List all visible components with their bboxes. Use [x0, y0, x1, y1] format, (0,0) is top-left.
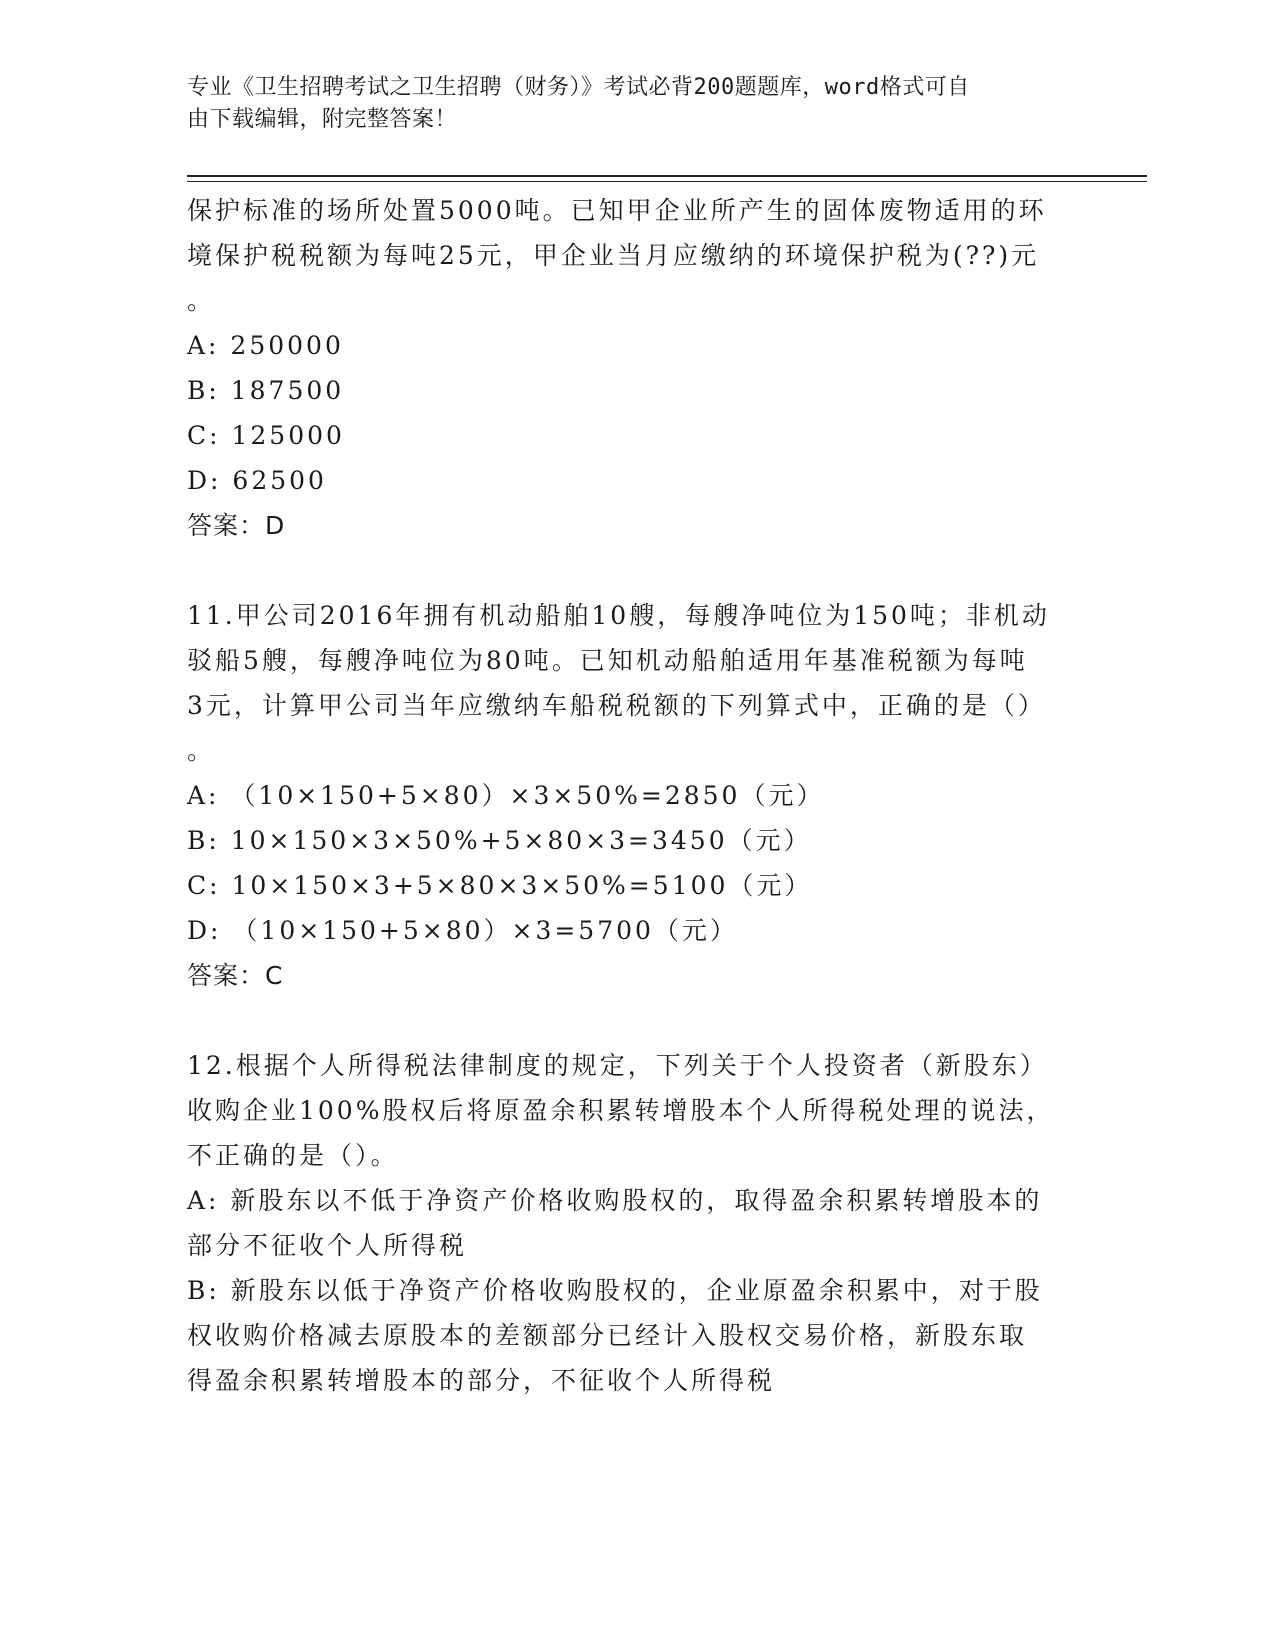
- question-10: [187, 188, 1067, 548]
- option-b: B: 187500: [187, 376, 345, 405]
- document-body: [187, 188, 1067, 1403]
- option-d: D: 62500: [187, 466, 327, 495]
- answer-label: 答案：D: [187, 511, 286, 540]
- option-a: A: （10×150+5×80）×3×50%=2850（元）: [187, 781, 825, 810]
- option-a: A: 250000: [187, 331, 344, 360]
- question-text-line: 。: [187, 736, 216, 765]
- answer-label: 答案：C: [187, 961, 284, 990]
- option-b: B: 10×150×3×50%+5×80×3=3450（元）: [187, 826, 812, 855]
- question-text-line: 境保护税税额为每吨25元，甲企业当月应缴纳的环境保护税为(??)元: [187, 241, 1040, 270]
- option-c: C: 10×150×3+5×80×3×50%=5100（元）: [187, 871, 813, 900]
- document-header: [187, 72, 1067, 136]
- option-c: C: 125000: [187, 421, 345, 450]
- question-text-line: 12.根据个人所得税法律制度的规定，下列关于个人投资者（新股东）: [187, 1051, 1048, 1080]
- option-b-continued: 得盈余积累转增股本的部分，不征收个人所得税: [187, 1366, 776, 1395]
- question-12: [187, 1043, 1067, 1403]
- question-text-line: 不正确的是（）。: [187, 1141, 399, 1170]
- question-text-line: 。: [187, 286, 216, 315]
- question-spacer: [187, 998, 1067, 1043]
- question-text-line: 11.甲公司2016年拥有机动船舶10艘，每艘净吨位为150吨；非机动: [187, 601, 1050, 630]
- option-a: A: 新股东以不低于净资产价格收购股权的，取得盈余积累转增股本的: [187, 1186, 1043, 1215]
- question-text-line: 驳船5艘，每艘净吨位为80吨。已知机动船舶适用年基准税额为每吨: [187, 646, 1028, 675]
- option-a-continued: 部分不征收个人所得税: [187, 1231, 468, 1260]
- question-text-line: 保护标准的场所处置5000吨。已知甲企业所产生的固体废物适用的环: [187, 196, 1047, 225]
- option-b: B: 新股东以低于净资产价格收购股权的，企业原盈余积累中，对于股: [187, 1276, 1043, 1305]
- option-b-continued: 权收购价格减去原股本的差额部分已经计入股权交易价格，新股东取: [187, 1321, 1028, 1350]
- header-divider-thick: [187, 175, 1147, 177]
- question-11: [187, 593, 1067, 998]
- option-d: D: （10×150+5×80）×3=5700（元）: [187, 916, 738, 945]
- question-spacer: [187, 548, 1067, 593]
- question-text-line: 3元，计算甲公司当年应缴纳车船税税额的下列算式中，正确的是（）: [187, 691, 1046, 720]
- header-line-1: 专业《卫生招聘考试之卫生招聘（财务）》考试必背200题题库，word格式可自: [187, 75, 970, 100]
- header-line-2: 由下载编辑，附完整答案！: [187, 107, 458, 132]
- question-text-line: 收购企业100%股权后将原盈余积累转增股本个人所得税处理的说法，: [187, 1096, 1055, 1125]
- header-divider-thin: [187, 181, 1147, 182]
